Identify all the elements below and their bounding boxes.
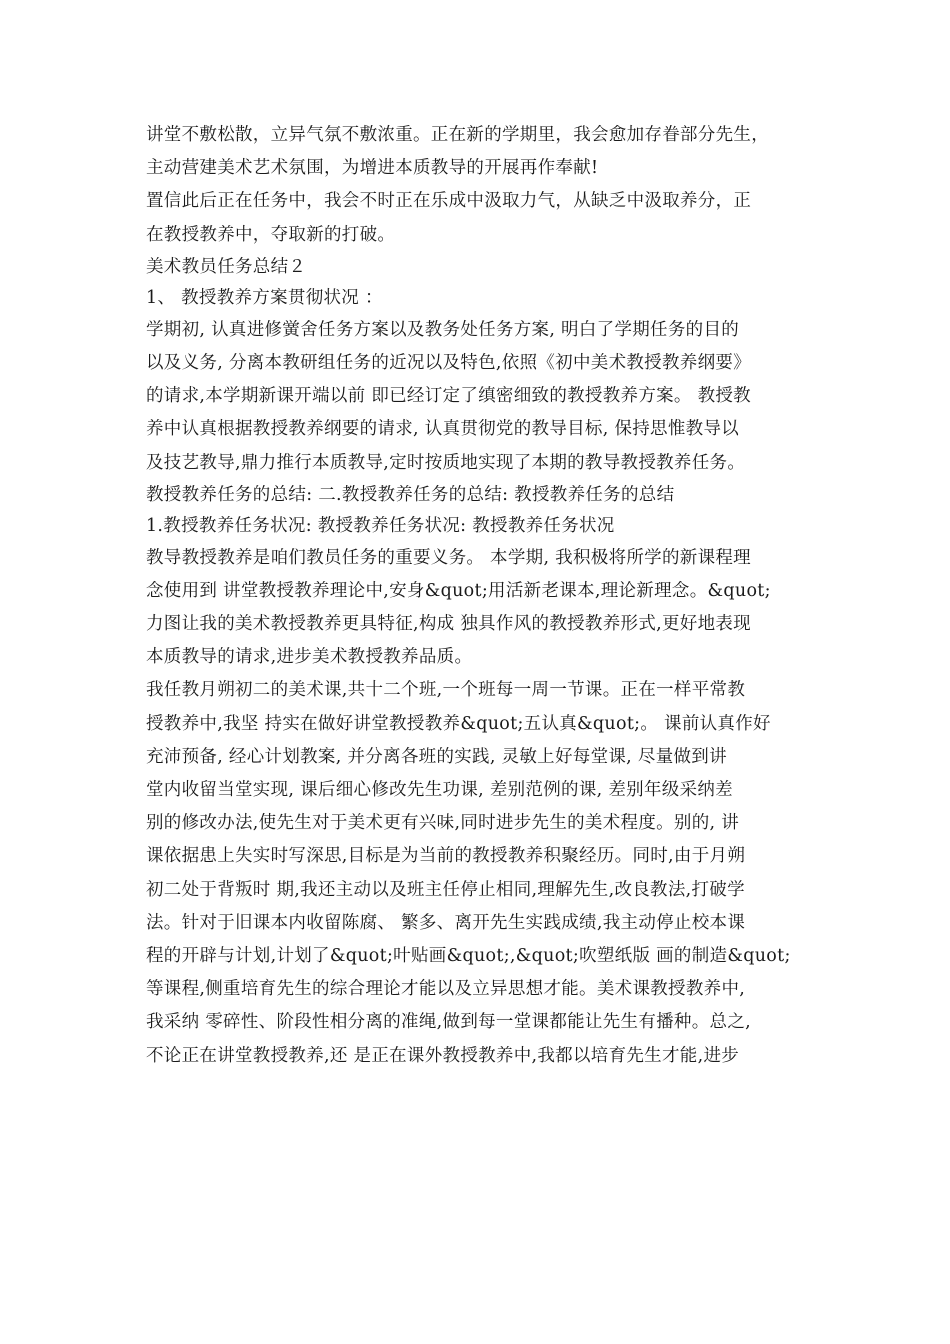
text-line: 教授教养任务的总结: 二.教授教养任务的总结: 教授教养任务的总结 (146, 484, 675, 505)
text-line: 置信此后正在任务中，我会不时正在乐成中汲取力气，从缺乏中汲取养分，正 (146, 191, 752, 212)
text-line: 我采纳 零碎性、阶段性相分离的准绳,做到每一堂课都能让先生有播种。总之, (146, 1012, 751, 1033)
text-line: 法。针对于旧课本内收留陈腐、 繁多、离开先生实践成绩,我主动停止校本课 (146, 912, 746, 933)
text-line: 1.教授教养任务状况: 教授教养任务状况: 教授教养任务状况 (146, 515, 615, 536)
text-line: 在教授教养中，夺取新的打破。 (146, 224, 396, 245)
text-line: 讲堂不敷松散，立异气氛不敷浓重。正在新的学期里，我会愈加存眷部分先生， (146, 125, 769, 145)
heading-line (146, 283, 816, 314)
text-line: 美术教员任务总结２ (146, 256, 307, 277)
text-line: 堂内收留当堂实现, 课后细心修改先生功课, 差别范例的课, 差别年级采纳差 (146, 780, 733, 800)
paragraph (146, 119, 816, 185)
text-line: 充沛预备, 经心计划教案, 并分离各班的实践, 灵敏上好每堂课, 尽量做到讲 (146, 746, 727, 767)
heading-line (146, 480, 816, 511)
paragraph (146, 185, 816, 251)
text-line: 课依据患上失实时写深思,目标是为当前的教授教养积聚经历。同时,由于月朔 (146, 846, 746, 867)
text-line: 授教养中,我坚 持实在做好讲堂教授教养&quot;五认真&quot;。 课前认真作好 (146, 713, 771, 734)
text-line: 及技艺教导,鼎力推行本质教导,定时按质地实现了本期的教导教授教养任务。 (146, 452, 746, 473)
paragraph (146, 674, 816, 1072)
text-line: 的请求,本学期新课开端以前 即已经订定了缜密细致的教授教养方案。 教授教 (146, 386, 751, 407)
document-page (146, 119, 816, 1073)
text-line: 教导教授教养是咱们教员任务的重要义务。 本学期, 我积极将所学的新课程理 (146, 547, 751, 568)
text-line: 别的修改办法,使先生对于美术更有兴味,同时进步先生的美术程度。别的, 讲 (146, 813, 740, 834)
text-line: 养中认真根据教授教养纲要的请求, 认真贯彻党的教导目标, 保持思惟教导以 (146, 419, 740, 440)
text-line: 学期初, 认真进修黉舍任务方案以及教务处任务方案, 明白了学期任务的目的 (146, 319, 740, 340)
text-line: 力图让我的美术教授教养更具特征,构成 独具作风的教授教养形式,更好地表现 (146, 614, 751, 635)
text-line: 我任教月朔初二的美术课,共十二个班,一个班每一周一节课。正在一样平常教 (146, 680, 746, 701)
text-line: 程的开辟与计划,计划了&quot;叶贴画&quot;,&quot;吹塑纸版 画的制造&quot; (146, 945, 791, 966)
heading-line (146, 511, 816, 542)
text-line: 念使用到 讲堂教授教养理论中,安身&quot;用活新老课本,理论新理念。&quot; (146, 580, 771, 601)
text-line: 1、 教授教养方案贯彻状况 ： (146, 287, 383, 308)
text-line: 主动营建美术艺术氛围，为增进本质教导的开展再作奉献! (146, 158, 599, 179)
heading-line (146, 252, 816, 283)
text-line: 本质教导的请求,进步美术教授教养品质。 (146, 647, 473, 668)
text-line: 不论正在讲堂教授教养,还 是正在课外教授教养中,我都以培育先生才能,进步 (146, 1045, 740, 1066)
paragraph (146, 314, 816, 480)
text-line: 初二处于背叛时 期,我还主动以及班主任停止相同,理解先生,改良教法,打破学 (146, 879, 745, 900)
text-line: 以及义务, 分离本教研组任务的近况以及特色,依照《初中美术教授教养纲要》 (146, 352, 751, 373)
text-line: 等课程,侧重培育先生的综合理论才能以及立异思想才能。美术课教授教养中, (146, 979, 746, 1000)
paragraph (146, 542, 816, 675)
